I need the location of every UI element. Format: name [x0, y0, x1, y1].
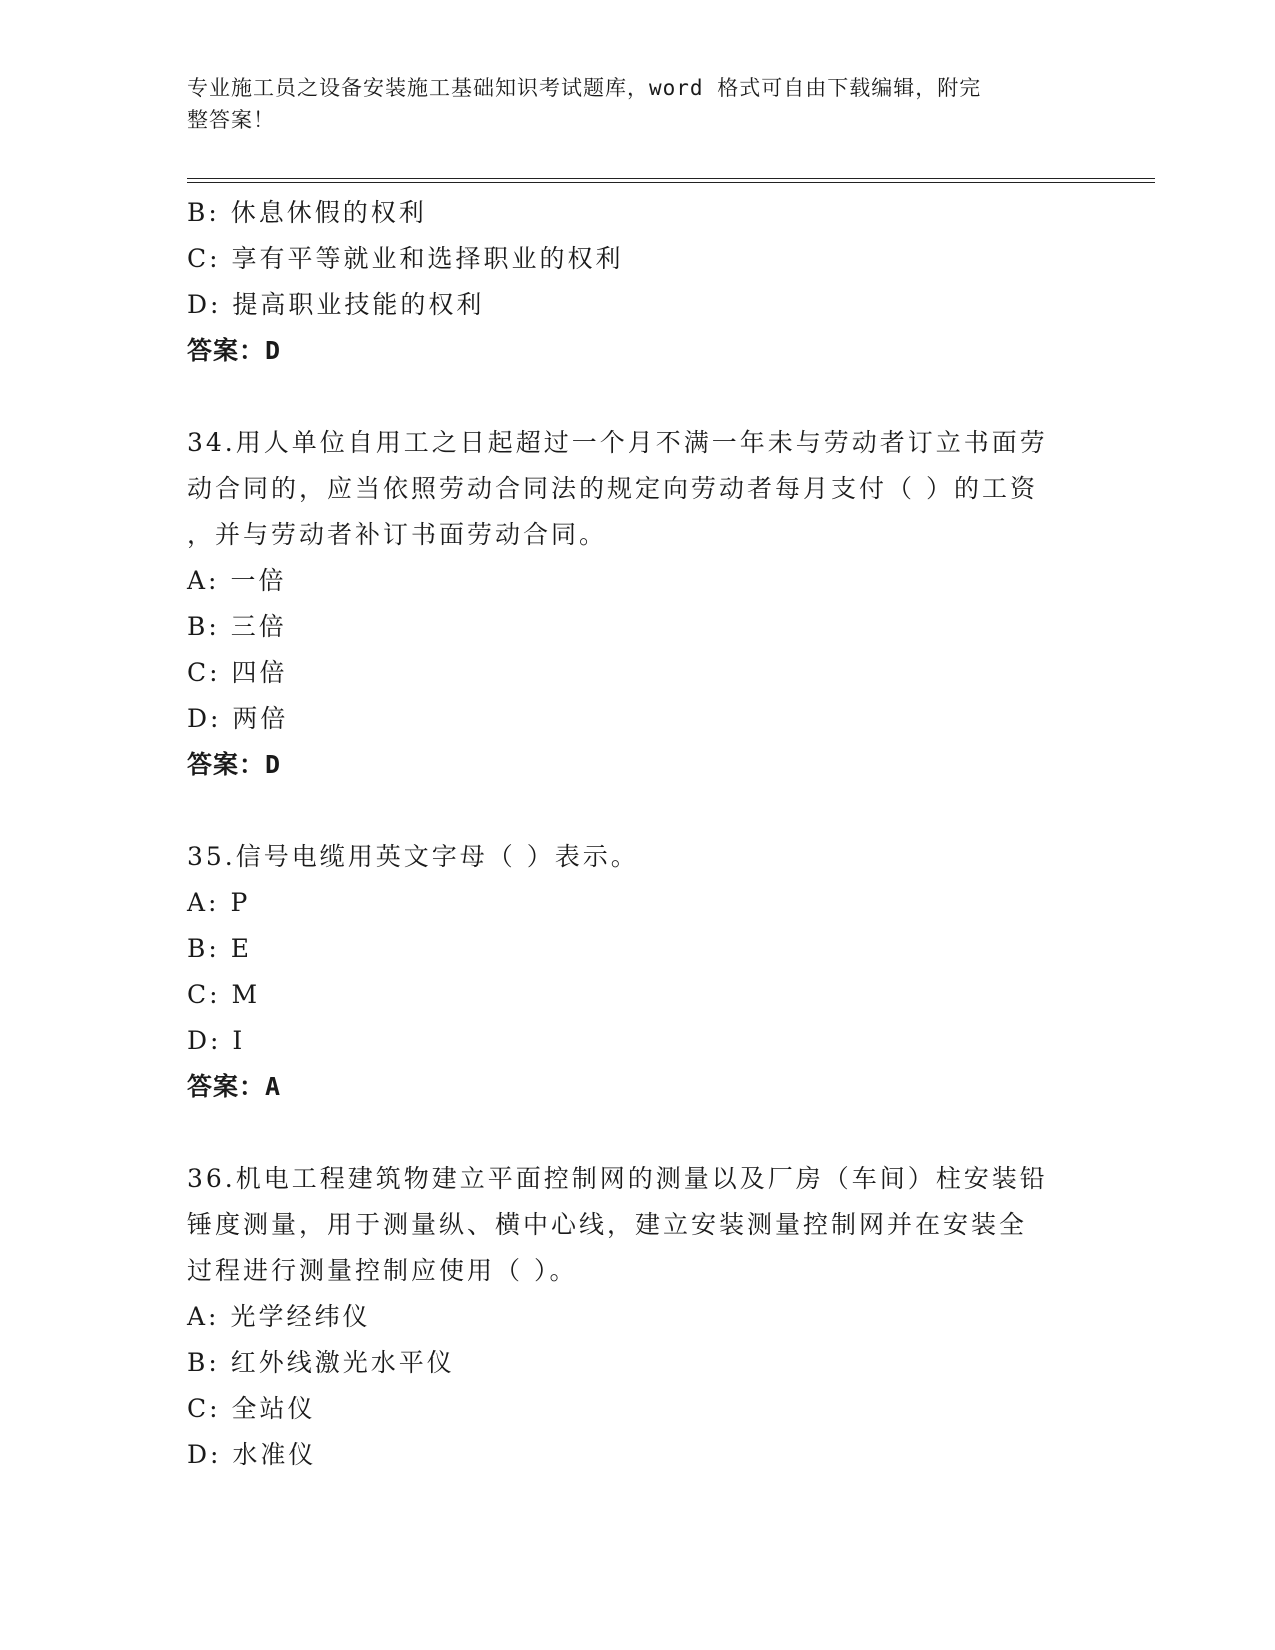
- option-a: A: 光学经纬仪: [187, 1302, 371, 1331]
- option-c: C: 全站仪: [187, 1394, 316, 1423]
- question-34: [187, 420, 1087, 788]
- question-text-line: 锤度测量，用于测量纵、横中心线，建立安装测量控制网并在安装全: [187, 1210, 1028, 1239]
- answer-line: 答案：A: [187, 1072, 282, 1101]
- question-36: [187, 1156, 1087, 1478]
- document-body: [187, 190, 1087, 1478]
- option-b: B: E: [187, 934, 252, 963]
- question-33-tail: [187, 190, 1087, 374]
- question-35: [187, 834, 1087, 1110]
- option-a: A: P: [187, 888, 251, 917]
- question-text-line: 34.用人单位自用工之日起超过一个月不满一年未与劳动者订立书面劳: [187, 428, 1048, 457]
- option-b: B: 红外线激光水平仪: [187, 1348, 455, 1377]
- answer-line: 答案：D: [187, 750, 282, 779]
- option-c: C: 享有平等就业和选择职业的权利: [187, 244, 624, 273]
- question-text-line: 35.信号电缆用英文字母（ ）表示。: [187, 842, 639, 871]
- option-d: D: I: [187, 1026, 246, 1055]
- question-text-line: 36.机电工程建筑物建立平面控制网的测量以及厂房（车间）柱安装铅: [187, 1164, 1048, 1193]
- option-b: B: 休息休假的权利: [187, 198, 427, 227]
- option-c: C: M: [187, 980, 261, 1009]
- option-a: A: 一倍: [187, 566, 287, 595]
- option-c: C: 四倍: [187, 658, 288, 687]
- header-divider-top: [187, 178, 1155, 179]
- option-d: D: 水准仪: [187, 1440, 317, 1469]
- option-d: D: 两倍: [187, 704, 289, 733]
- question-text-line: 动合同的，应当依照劳动合同法的规定向劳动者每月支付（ ）的工资: [187, 474, 1038, 503]
- header-line-1: 专业施工员之设备安装施工基础知识考试题库，word 格式可自由下载编辑，附完: [187, 76, 982, 100]
- option-d: D: 提高职业技能的权利: [187, 290, 485, 319]
- header-divider-bottom: [187, 182, 1155, 183]
- document-header: [187, 72, 1067, 136]
- question-text-line: 过程进行测量控制应使用（ ）。: [187, 1256, 578, 1285]
- header-line-2: 整答案！: [187, 108, 275, 132]
- answer-line: 答案：D: [187, 336, 282, 365]
- question-text-line: ，并与劳动者补订书面劳动合同。: [187, 520, 608, 549]
- option-b: B: 三倍: [187, 612, 287, 641]
